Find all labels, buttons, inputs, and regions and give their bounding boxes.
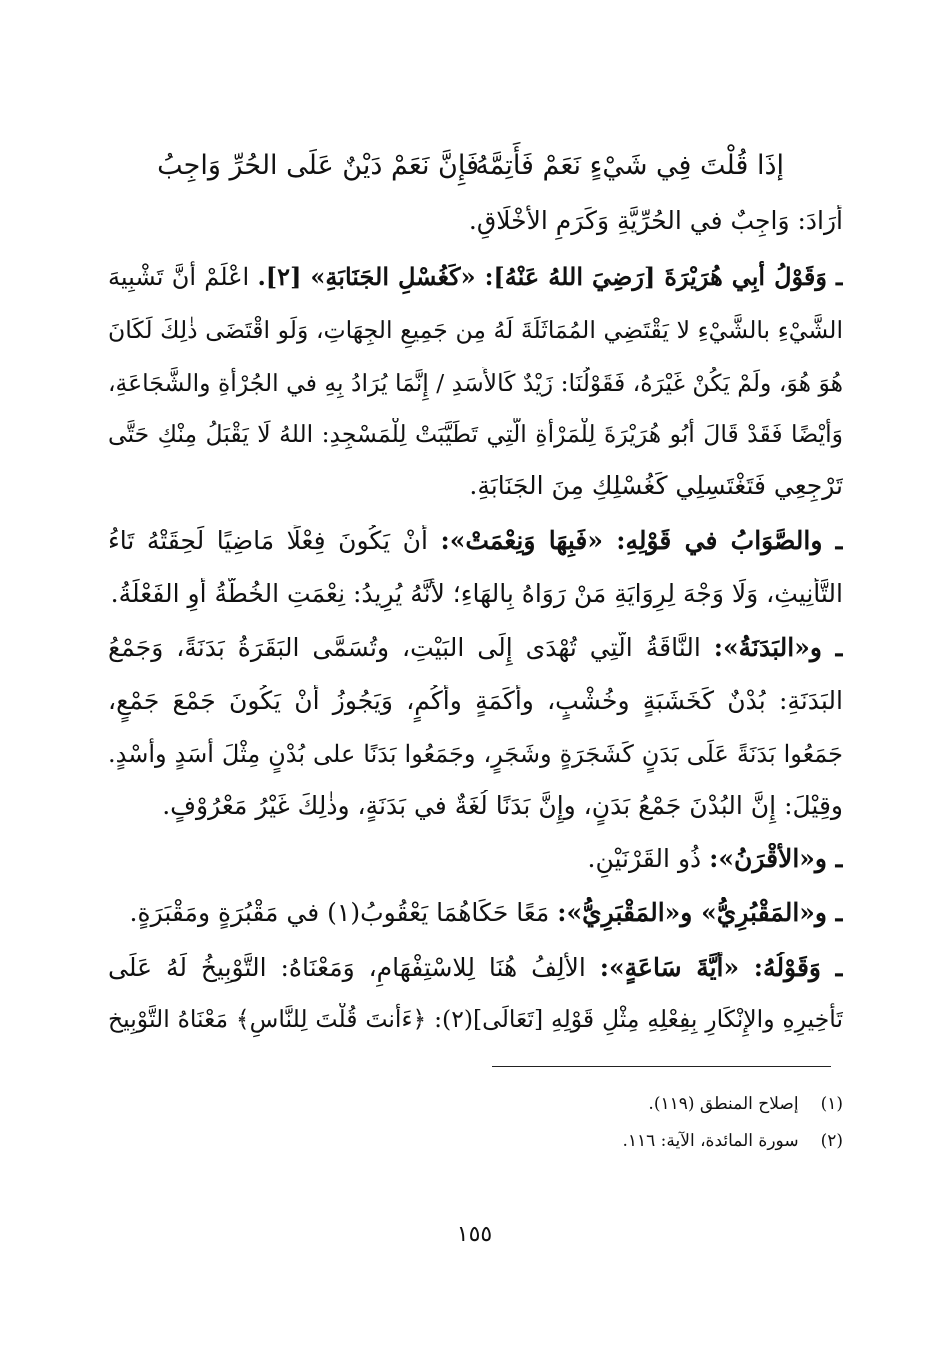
text-line: ـ و«المَقْبُرِيُّ» و«المَقْبَرِيُّ»: مَعًا حَكَاهُمَا يَعْقُوبُ(١) في مَقْبُرَةٍ ومَقْبَرَةٍ. bbox=[129, 898, 843, 927]
text-line: وَأَيْضًا فَقَدْ قَالَ أَبُو هُرَيْرَةَ لِلْمَرْأَةِ الَّتِي تَطَيَّبَتْ لِلْمَسْجِدِ: اللهُ لَا يَقْبَلُ مِنْكِ حَتَّى bbox=[108, 420, 843, 448]
footnote-divider bbox=[492, 1066, 831, 1067]
text-line: تَرْجِعِي فَتَغْتَسِلِي كَغُسْلِكِ مِنَ الجَنَابَةِ. bbox=[469, 471, 843, 500]
text-line: التَّأْنِيثِ، وَلَا وَجْهَ لِرِوَايَةِ مَنْ رَوَاهُ بِالهَاءِ؛ لأَنَّهُ يُرِيدُ: نِعْمَتِ الخُطَّةُ أَوِ الفَعْلَةُ. bbox=[110, 579, 843, 608]
footnote-number: (٢) bbox=[820, 1131, 843, 1151]
text-line: ـ وَقَوْلُ أَبِي هُرَيْرَةَ [رَضِيَ اللهُ عَنْهُ]: «كَغُسْلِ الجَنَابَةِ» [٢]. اعْلَمْ أَنَّ تَشْبِيهَ bbox=[108, 262, 843, 291]
footnote-number: (١) bbox=[820, 1094, 843, 1114]
footnote-text: إصلاح المنطق (١١٩). bbox=[648, 1094, 799, 1114]
text-line: ـ والصَّوَابُ في قَوْلِهِ: «فَبِهَا وَنِعْمَتْ»: أَنْ يَكُونَ فِعْلًا مَاضِيًا لَحِقَتْهُ تَاءُ bbox=[108, 526, 843, 555]
footnote bbox=[622, 1131, 843, 1151]
text-line: جَمَعُوا بَدَنَةً عَلَى بَدَنٍ كَشَجَرَةٍ وشَجَرٍ، وجَمَعُوا بَدَنًا على بُدْنٍ مِثْلَ أَسَدٍ وأُسْدٍ. bbox=[108, 740, 843, 768]
text-line: ـ و«الأَقْرَنُ»: ذُو القَرْنَيْنِ. bbox=[587, 844, 843, 873]
footnote bbox=[648, 1094, 843, 1114]
text-line: هُوَ هُوَ، ولَمْ يَكُنْ غَيْرَهُ، فَقَوْلُنَا: زَيْدٌ كَالأَسَدِ / إِنَّمَا يُرَادُ بِهِ في الجُرْأَةِ والشَّجَاعَةِ، bbox=[108, 369, 843, 397]
verse-first-half: إذَا قُلْتَ فِي شَيْءٍ نَعَمْ فَأَتِمَّهُ bbox=[475, 150, 784, 181]
footnote-text: سورة المائدة، الآية: ١١٦. bbox=[622, 1131, 799, 1151]
page-number: ١٥٥ bbox=[456, 1222, 493, 1247]
text-line: ـ و«البَدَنَةُ»: النَّاقَةُ الَّتِي تُهْدَى إِلَى البَيْتِ، وتُسَمَّى البَقَرَةُ بَدَنَةً، وَجَمْعُ bbox=[108, 633, 843, 662]
text-line: تَأْخِيرِهِ والإِنْكَارِ بِفِعْلِهِ مِثْلِ قَوْلِهِ [تَعَالَى](٢): ﴿ءَأَنتَ قُلْتَ لِلنَّاسِ﴾ مَعْنَاهُ التَّوْبِيخ bbox=[108, 1005, 843, 1033]
verse-second-half: فَإِنَّ نَعَمْ دَيْنٌ عَلَى الحُرِّ وَاجِبُ bbox=[157, 150, 479, 181]
text-line: الشَّيْءِ بالشَّيْءِ لا يَقْتَضِي المُمَاثَلَةَ لَهُ مِن جَمِيعِ الجِهَاتِ، وَلَو اقْتَضَى ذٰلِكَ لَكَانَ bbox=[108, 316, 843, 344]
text-line: وقِيْلَ: إِنَّ البُدْنَ جَمْعُ بَدَنٍ، وإِنَّ بَدَنًا لُغَةٌ في بَدَنَةٍ، وذٰلِكَ غَيْرُ مَعْرُوْفٍ. bbox=[162, 791, 843, 820]
text-line: ـ وَقَوْلُهُ: «أَيَّةَ سَاعَةٍ»: الأَلِفُ هُنَا لِلاسْتِفْهَامِ، وَمَعْنَاهُ: التَّوْبِيخُ لَهُ عَلَى bbox=[108, 953, 843, 982]
text-line: البَدَنَةِ: بُدْنٌ كَخَشَبَةٍ وخُشْبٍ، وأَكَمَةٍ وأُكُمٍ، وَيَجُوزُ أَنْ يَكُونَ جَمْعَ جَمْعٍ، bbox=[108, 686, 843, 715]
text-line: أَرَادَ: وَاجِبٌ في الحُرِّيَّةِ وَكَرَمِ الأَخْلَاقِ. bbox=[468, 206, 843, 235]
